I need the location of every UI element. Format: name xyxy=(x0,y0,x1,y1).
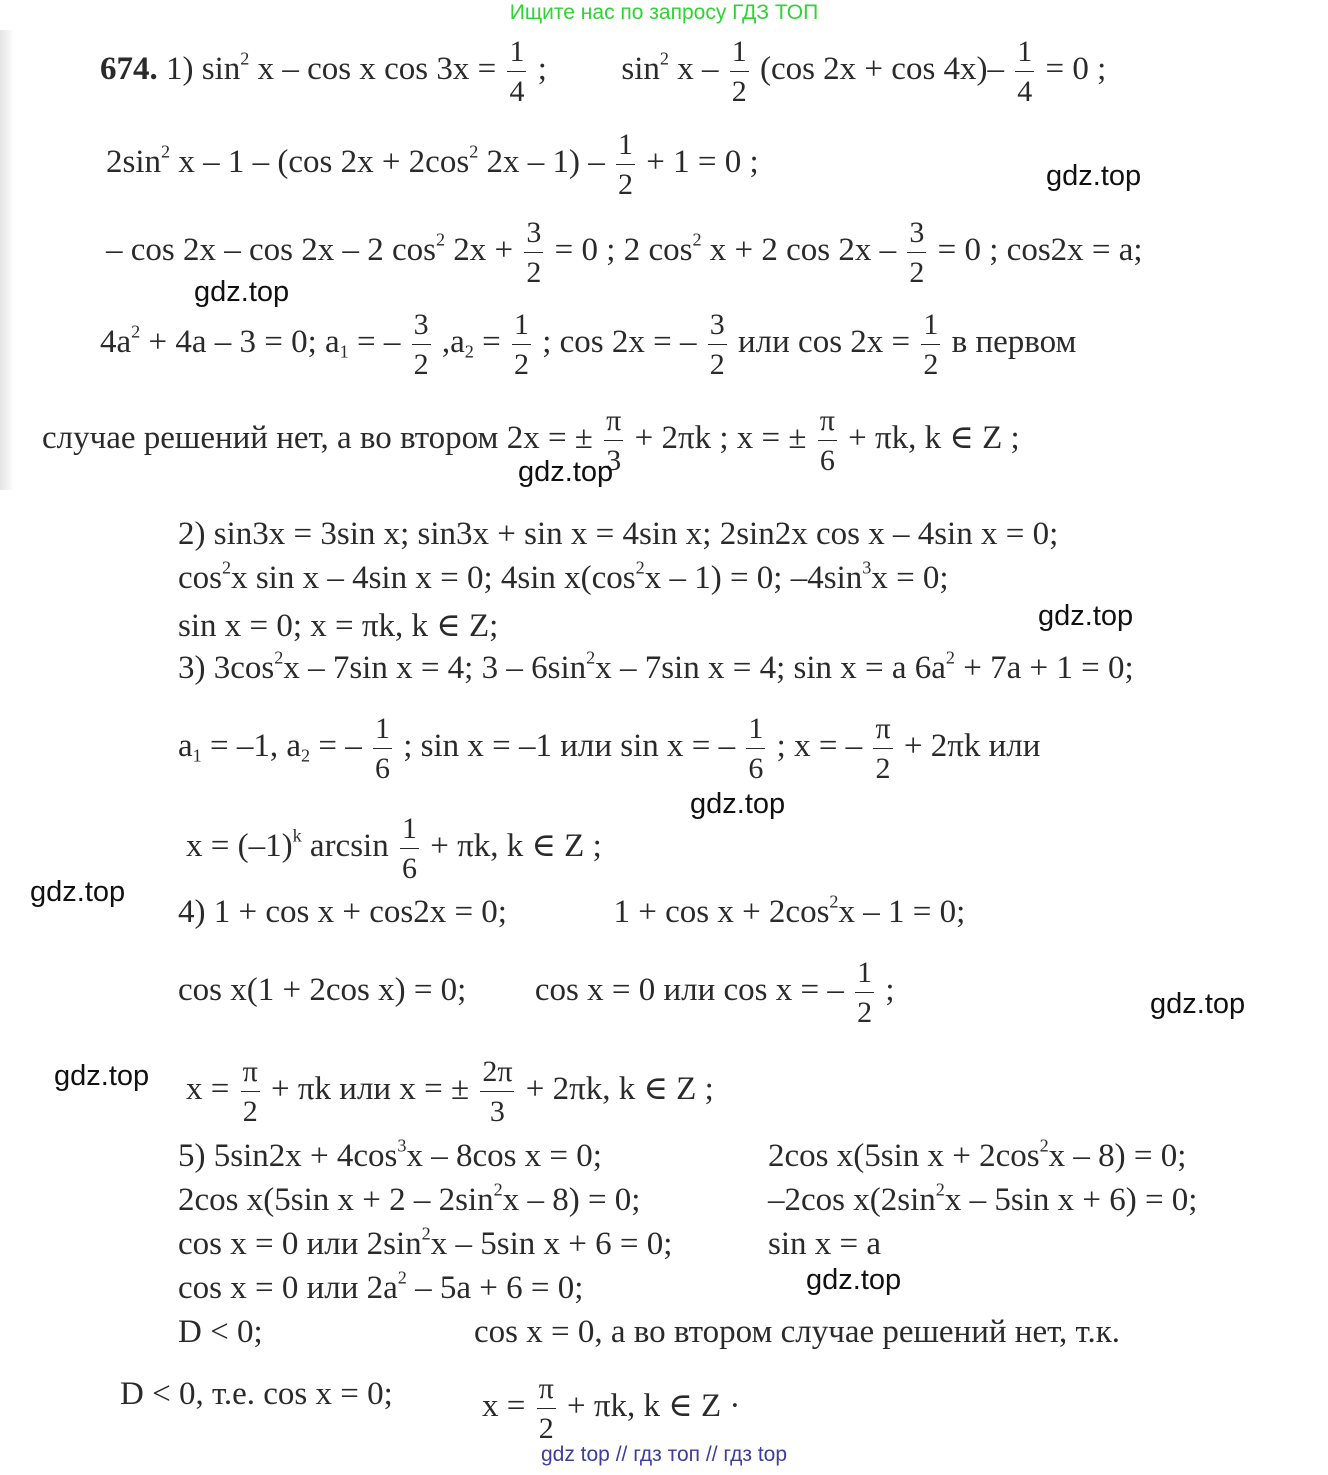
p1-line4: $4a^2 + 4a - 3 = 0$; $a_1$ = – $\frac{3}{2}$ $,a_2$ = $\frac{1}{2}$ ; cos 2x = – $\frac{3}{2}$ или cos 2x = $\frac{1}{2}$ в первом xyxy=(100,308,1077,381)
fraction: $\frac{1}{2}$ xyxy=(923,308,939,381)
p1-line3: – cos 2x – cos 2x – 2 $\cos^2 2x$ + $\frac{3}{2}$ = 0 ; 2 $\cos^2 x + 2$ cos 2x – $\frac{3}{2}$ = 0 ; cos2x = a; xyxy=(106,216,1143,289)
bottom-banner: gdz top // гдз топ // гдз top xyxy=(540,1443,788,1466)
watermark: gdz.top xyxy=(30,876,126,908)
p4-line1: 4) 1 + cos x + cos2x = 0; $1 + \cos x + 2\cos^2x - 1 = 0$; xyxy=(178,891,966,930)
p5-line4: cos x = 0 или $2a^2 - 5a + 6 = 0$; xyxy=(178,1267,584,1306)
fraction: $\frac{1}{2}$ xyxy=(857,956,873,1029)
p4-line2: cos x(1 + 2cos x) = 0; cos x = 0 или cos x = – $\frac{1}{2}$ ; xyxy=(178,956,895,1029)
p2-line1: 2) sin3x = 3sin x; sin3x + sin x = 4sin x; 2sin2x cos x – 4sin x = 0; xyxy=(178,516,1059,552)
p3-line3: $x = (-1)^k$ arcsin $\frac{1}{6}$ + πk, k ∈ Z ; xyxy=(186,812,602,885)
watermark: gdz.top xyxy=(194,276,290,308)
fraction: $\frac{1}{6}$ xyxy=(401,812,417,885)
fraction: $\frac{2\pi}{3}$ xyxy=(482,1055,513,1128)
p5-line2b: –2cos $x(2\sin^2x - 5\sin$ x + 6) = 0; xyxy=(768,1179,1198,1218)
fraction: $\frac{\pi}{3}$ xyxy=(606,404,622,477)
fraction: $\frac{1}{6}$ xyxy=(748,712,764,785)
p2-line3: sin x = 0; x = πk, k ∈ Z; xyxy=(178,608,499,644)
p1-line5: случае решений нет, а во втором 2x = ± $\frac{\pi}{3}$ + 2πk ; x = ± $\frac{\pi}{6}$ + πk, k ∈ Z ; xyxy=(42,404,1020,477)
fraction: $\frac{\pi}{6}$ xyxy=(819,404,835,477)
p5-line2a: 2cos x(5sin $x + 2 - 2\sin^2x - 8) = 0$; xyxy=(178,1179,641,1218)
fraction: $\frac{1}{2}$ xyxy=(618,128,634,201)
problem-number: 674. xyxy=(100,51,158,88)
fraction: $\frac{3}{2}$ xyxy=(413,308,429,381)
scan-edge-shadow xyxy=(0,30,14,490)
watermark: gdz.top xyxy=(806,1264,902,1296)
watermark: gdz.top xyxy=(518,456,614,488)
p5-line3b: sin x = a xyxy=(768,1226,882,1262)
p1-line2: $2\sin^2$ x – 1 – (cos $2x + 2\cos^2$ 2x – 1) – $\frac{1}{2}$ + 1 = 0 ; xyxy=(106,128,759,201)
p1-line1: 674. 1) $\sin^2 x$ – cos x cos 3x = $\frac{1}{4}$ ; $\sin^2 x$ – $\frac{1}{2}$ (cos 2x + cos 4x)– $\frac{1}{4}$ = 0 ; xyxy=(100,35,1107,108)
watermark: gdz.top xyxy=(1046,160,1142,192)
fraction: $\frac{\pi}{2}$ xyxy=(538,1372,554,1445)
p5-line6b: x = $\frac{\pi}{2}$ + πk, k ∈ Z · xyxy=(482,1372,741,1445)
p4-line3: x = $\frac{\pi}{2}$ + πk или x = ± $\frac{2\pi}{3}$ + 2πk, k ∈ Z ; xyxy=(186,1055,714,1128)
fraction: $\frac{1}{4}$ xyxy=(509,35,525,108)
p5-line5a: D < 0; xyxy=(178,1314,263,1350)
fraction: $\frac{1}{6}$ xyxy=(374,712,390,785)
fraction: $\frac{1}{2}$ xyxy=(731,35,747,108)
fraction: $\frac{\pi}{2}$ xyxy=(242,1055,258,1128)
fraction: $\frac{3}{2}$ xyxy=(526,216,542,289)
p5-line1a: 5) $5\sin 2x + 4\cos^3x - 8\cos$ x = 0; xyxy=(178,1135,602,1174)
p3-line1: 3) $3\cos^2x - 7\sin$ x = 4; $3 - 6\sin^2x - 7\sin$ x = 4; sin x = a $6a^2 + 7a + 1 = 0$; xyxy=(178,647,1134,686)
fraction: $\frac{1}{2}$ xyxy=(513,308,529,381)
fraction: $\frac{3}{2}$ xyxy=(909,216,925,289)
watermark: gdz.top xyxy=(1150,988,1246,1020)
fraction: $\frac{\pi}{2}$ xyxy=(875,712,891,785)
p5-line5b: cos x = 0, а во втором случае решений нет, т.к. xyxy=(474,1314,1121,1350)
p2-line2: $\cos^2x$ sin x – 4sin x = 0; 4sin $x(\cos^2x - 1) = 0$; $-4\sin^3x = 0$; xyxy=(178,557,949,596)
watermark: gdz.top xyxy=(690,788,786,820)
p5-line6a: D < 0, т.е. cos x = 0; xyxy=(120,1376,393,1412)
watermark: gdz.top xyxy=(1038,600,1134,632)
fraction: $\frac{3}{2}$ xyxy=(709,308,725,381)
p5-line1b: 2cos x(5sin $x + 2\cos^2x - 8) = 0$; xyxy=(768,1135,1187,1174)
fraction: $\frac{1}{4}$ xyxy=(1017,35,1033,108)
p5-line3a: cos x = 0 или $2\sin^2x - 5\sin$ x + 6 = 0; xyxy=(178,1223,673,1262)
p3-line2: $a_1 = -1$, $a_2$ = – $\frac{1}{6}$ ; sin x = –1 или sin x = – $\frac{1}{6}$ ; x = – $\frac{\pi}{2}$ + 2πk или xyxy=(178,712,1041,785)
watermark: gdz.top xyxy=(54,1060,150,1092)
top-banner: Ищите нас по запросу ГДЗ ТОП xyxy=(509,1,819,24)
